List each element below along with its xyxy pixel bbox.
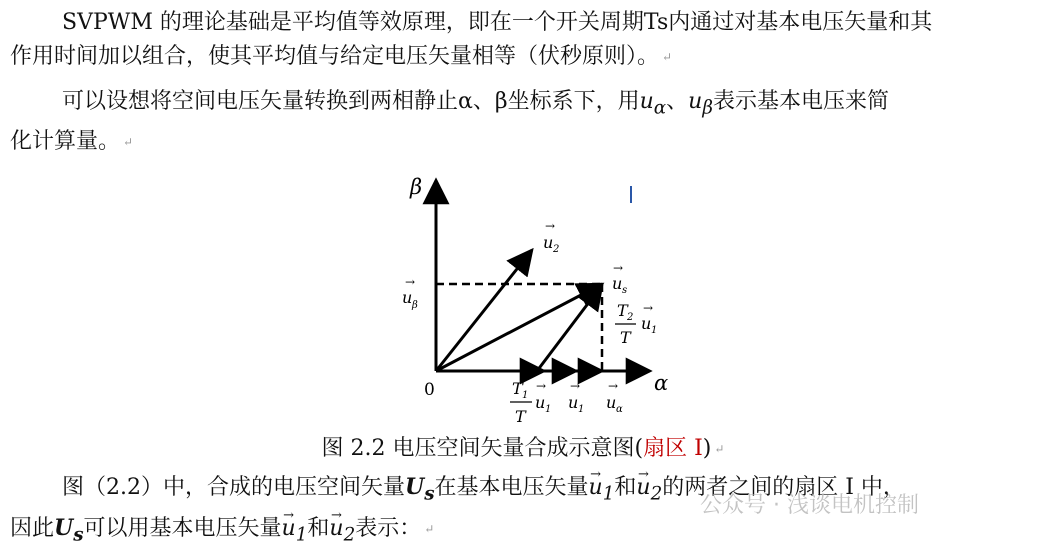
t2-denominator: T <box>620 328 631 347</box>
alpha-axis-label: α <box>654 371 669 395</box>
u1-bottom-label-a: u <box>535 393 546 412</box>
svg-text:2: 2 <box>553 244 560 255</box>
paragraph-mark: ↵ <box>424 522 435 537</box>
beta-axis-label: β <box>410 175 423 199</box>
us-label: u <box>612 274 623 293</box>
symbol-u2: → $u_2$ <box>329 516 355 541</box>
text: 图（2.2）中，合成的电压空间矢量 <box>62 475 405 500</box>
text: 和 <box>307 516 330 542</box>
t1-numerator: T <box>512 379 523 398</box>
symbol-u1: → $u_1$ <box>282 516 308 541</box>
symbol-us: $U_s$ <box>54 515 84 546</box>
origin-label: 0 <box>424 380 435 400</box>
symbol-u2: → $u_2$ <box>636 475 662 500</box>
text: SVPWM 的理论基础是平均值等效原理，即在一个开关周期Ts内通过对基本电压矢量和其 <box>62 10 933 35</box>
svg-text:s: s <box>622 285 628 296</box>
vector-t2-u2-component <box>537 285 602 371</box>
text: 作用时间加以组合，使其平均值与给定电压矢量相等（伏秒原则）。 <box>10 44 660 69</box>
text: 可以设想将空间电压矢量转换到两相静止α、β坐标系下，用 <box>62 89 640 114</box>
symbol-u-beta: $u_\beta$ <box>688 89 713 119</box>
text: 、 <box>666 89 689 114</box>
svg-text:→: → <box>643 301 654 315</box>
text: 在基本电压矢量 <box>434 475 589 500</box>
u-alpha-label: u <box>606 393 617 412</box>
caption-sector: 扇区 I <box>643 436 703 461</box>
text: 表示基本电压来简 <box>712 89 889 114</box>
svg-text:→: → <box>608 379 619 393</box>
paragraph-mark: ↵ <box>123 135 134 150</box>
vector-us <box>436 284 602 371</box>
paragraph-mark: ↵ <box>714 442 725 456</box>
symbol-u-alpha: $u_\alpha$ <box>639 89 667 119</box>
text: 的两者之间的扇区 I 中， <box>662 475 905 500</box>
svg-text:→: → <box>545 219 556 233</box>
u1-right-label: u <box>641 314 652 333</box>
text: 和 <box>614 475 637 500</box>
u1-bottom-label-b: u <box>568 393 579 412</box>
t2-numerator: T <box>617 301 628 320</box>
u-beta-label: u <box>402 288 413 307</box>
svg-text:→: → <box>613 261 624 275</box>
figure-caption <box>0 432 1046 466</box>
svg-text:1: 1 <box>545 404 552 415</box>
svg-text:→: → <box>570 379 581 393</box>
vector-u2 <box>436 250 532 371</box>
svg-text:→: → <box>405 275 416 289</box>
symbol-us: $U_s$ <box>405 474 435 505</box>
svg-text:1: 1 <box>578 404 585 415</box>
svg-text:2: 2 <box>627 312 634 323</box>
symbol-u1: → $u_1$ <box>589 475 615 500</box>
svg-text:1: 1 <box>522 390 529 401</box>
text: 化计算量。 <box>10 129 121 155</box>
text: 可以用基本电压矢量 <box>83 516 282 542</box>
u2-label: u <box>543 233 554 252</box>
watermark: 公众号 · 浅谈电机控制 <box>700 493 919 518</box>
paragraph-svpwm-principle <box>10 6 1040 74</box>
vector-diagram <box>380 168 680 430</box>
caption-text: ) <box>702 436 712 461</box>
text: 因此 <box>10 516 55 542</box>
paragraph-alpha-beta <box>10 85 1040 159</box>
svg-text:β: β <box>412 300 418 311</box>
caption-text: 图 2.2 电压空间矢量合成示意图( <box>321 436 644 461</box>
svg-text:1: 1 <box>651 325 658 336</box>
paragraph-mark: ↵ <box>662 50 673 64</box>
svg-text:→: → <box>536 379 547 393</box>
t1-denominator: T <box>515 407 526 426</box>
text: 表示： <box>355 516 422 542</box>
svg-text:α: α <box>616 404 623 415</box>
